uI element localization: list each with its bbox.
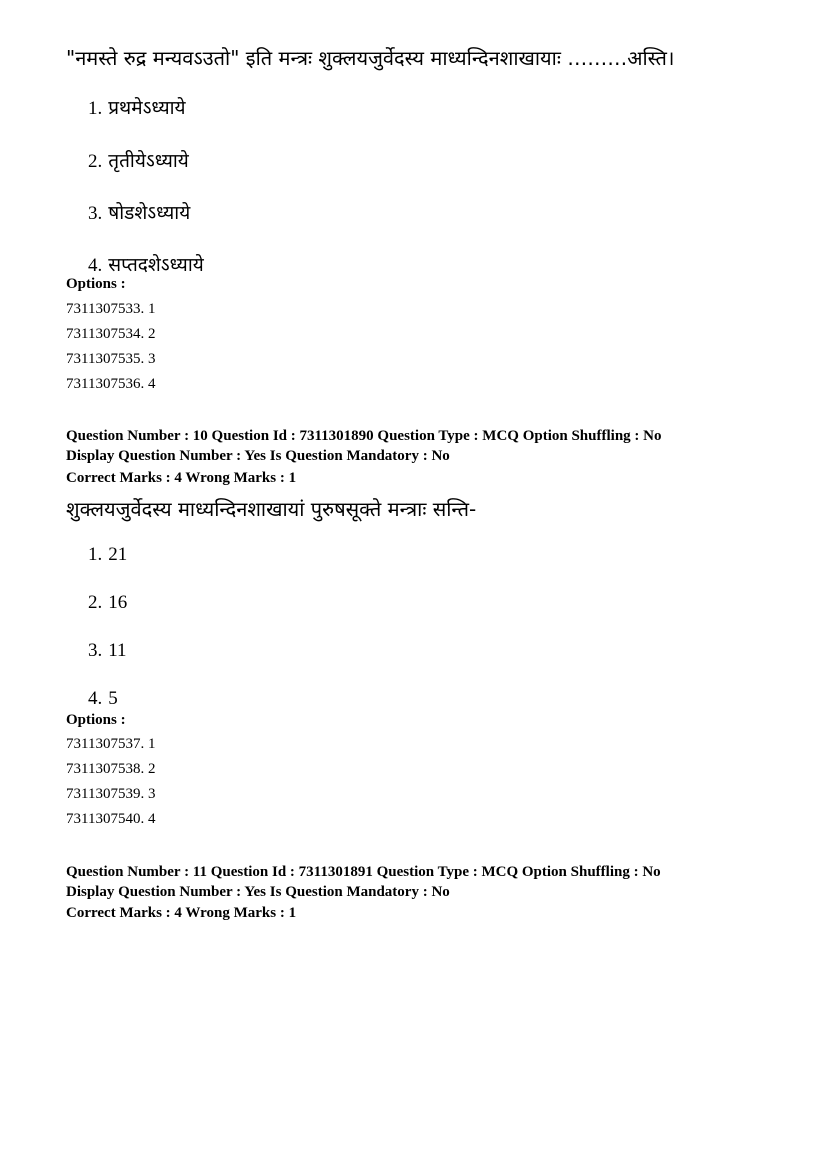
- question-text: "नमस्ते रुद्र मन्यवऽउतो" इति मन्त्रः शुक्लयजुर्वेदस्य माध्यन्दिनशाखायाः ………अस्ति।: [66, 46, 675, 70]
- option-id-row: 7311307537. 1: [66, 736, 156, 752]
- choice-text: 11: [108, 640, 127, 661]
- choice-number: 4.: [88, 255, 103, 276]
- choice-text: सप्तदशेऽध्याये: [108, 254, 204, 276]
- choice-text: षोडशेऽध्याये: [108, 202, 191, 224]
- answer-choice: [88, 688, 118, 710]
- question-meta-line: Question Number : 10 Question Id : 7311301890 Question Type : MCQ Option Shuffling : No: [66, 428, 662, 444]
- answer-choice: [88, 94, 186, 120]
- choice-number: 1.: [88, 98, 103, 119]
- option-id-row: 7311307535. 3: [66, 351, 156, 367]
- question-meta-line: Display Question Number : Yes Is Question Mandatory : No: [66, 884, 450, 900]
- choice-text: 16: [108, 592, 128, 613]
- answer-choice: [88, 640, 127, 662]
- choice-number: 3.: [88, 640, 103, 661]
- choice-text: तृतीयेऽध्याये: [108, 150, 189, 172]
- choice-text: प्रथमेऽध्याये: [108, 97, 186, 119]
- choice-text: 21: [108, 544, 128, 565]
- answer-choice: [88, 592, 127, 614]
- option-id-row: 7311307536. 4: [66, 376, 156, 392]
- question-meta-line: Display Question Number : Yes Is Question Mandatory : No: [66, 448, 450, 464]
- answer-choice: [88, 147, 189, 173]
- option-id-row: 7311307533. 1: [66, 301, 156, 317]
- choice-number: 2.: [88, 592, 103, 613]
- choice-number: 2.: [88, 151, 103, 172]
- question-meta-line: Correct Marks : 4 Wrong Marks : 1: [66, 905, 297, 921]
- answer-choice: [88, 544, 127, 566]
- options-heading: Options :: [66, 276, 126, 292]
- option-id-row: 7311307540. 4: [66, 811, 156, 827]
- question-meta-line: Question Number : 11 Question Id : 7311301891 Question Type : MCQ Option Shuffling : No: [66, 864, 661, 880]
- question-text: शुक्लयजुर्वेदस्य माध्यन्दिनशाखायां पुरुषसूक्ते मन्त्राः सन्ति-: [66, 497, 477, 521]
- option-id-row: 7311307534. 2: [66, 326, 156, 342]
- option-id-row: 7311307538. 2: [66, 761, 156, 777]
- options-heading: Options :: [66, 712, 126, 728]
- option-id-row: 7311307539. 3: [66, 786, 156, 802]
- choice-number: 3.: [88, 203, 103, 224]
- choice-number: 1.: [88, 544, 103, 565]
- choice-number: 4.: [88, 688, 103, 709]
- question-meta-line: Correct Marks : 4 Wrong Marks : 1: [66, 470, 297, 486]
- answer-choice: [88, 251, 204, 277]
- answer-choice: [88, 199, 190, 225]
- choice-text: 5: [108, 688, 118, 709]
